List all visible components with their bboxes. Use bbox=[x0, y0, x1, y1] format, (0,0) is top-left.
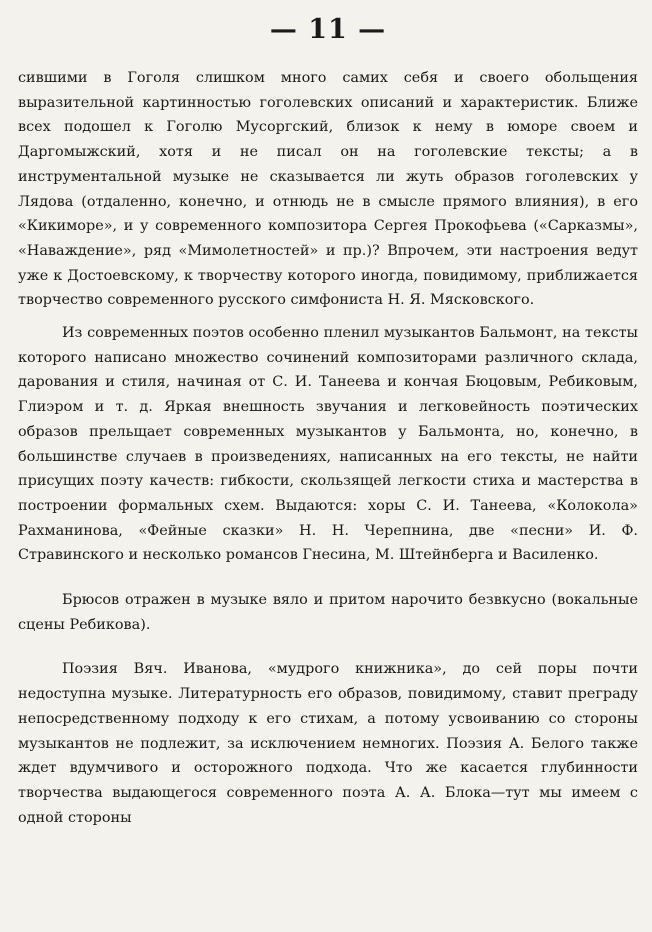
paragraph-spacer bbox=[18, 313, 638, 321]
paragraph-ivanov-bely-blok: Поэзия Вяч. Иванова, «мудрого книжника», до сей поры почти недоступна музыке. Литературность его образов, повидимому, ставит преграду непосредственному подходу к его стихам, а потому усвоиванию со стороны музыкантов не подлежит, за исключением немногих. Поэзия А. Белого также ждет вдумчивого и осторожного подхода. Что же касается глубинности творчества выдающегося современного поэта А. А. Блока—тут мы имеем с одной стороны bbox=[18, 661, 638, 826]
page-number: — 11 — bbox=[269, 14, 387, 45]
paragraph-spacer bbox=[18, 568, 638, 588]
paragraph-balmont: Из современных поэтов особенно пленил музыкантов Бальмонт, на тексты которого написано множество сочинений композиторами различного склада, дарования и стиля, начиная от С. И. Танеева и кончая Бюцовым, Ребиковым, Глиэром и т. д. Яркая внешность звучания и легковейность поэтических образов прельщает современных музыкантов у Бальмонта, но, конечно, в большинстве случаев в произведениях, написанных на его тексты, не найти присущих поэту качеств: гибкости, скользящей легкости стиха и мастерства в построении формальных схем. Выдаются: хоры С. И. Танеева, «Колокола» Рахманинова, «Фейные сказки» Н. Н. Черепнина, две «песни» И. Ф. Стравинского и несколько романсов Гнесина, М. Штейнберга и Василенко. bbox=[18, 325, 638, 564]
paragraph-spacer bbox=[18, 637, 638, 657]
paragraph-gogol: сившими в Гоголя слишком много самих себя и своего обольщения выразительной картинностью гоголевских описаний и характеристик. Ближе всех подошел к Гоголю Мусоргский, близок к нему в юморе своем и Даргомыжский, хотя и не писал он на гоголевские тексты; а в инструментальной музыке не сказывается ли жуть образов гоголевских у Лядова (отдаленно, конечно, и отнюдь не в смысле прямого влияния), в его «Кикиморе», и у современного композитора Сергея Прокофьева («Сарказмы», «Наваждение», ряд «Мимолетностей» и пр.)? Впрочем, эти настроения ведут уже к Достоевскому, к творчеству которого иногда, повидимому, приближается творчество современного русского симфониста Н. Я. Мясковского. bbox=[18, 70, 638, 309]
paragraph-bryusov: Брюсов отражен в музыке вяло и притом нарочито безвкусно (вокальные сцены Ребикова). bbox=[18, 592, 638, 633]
